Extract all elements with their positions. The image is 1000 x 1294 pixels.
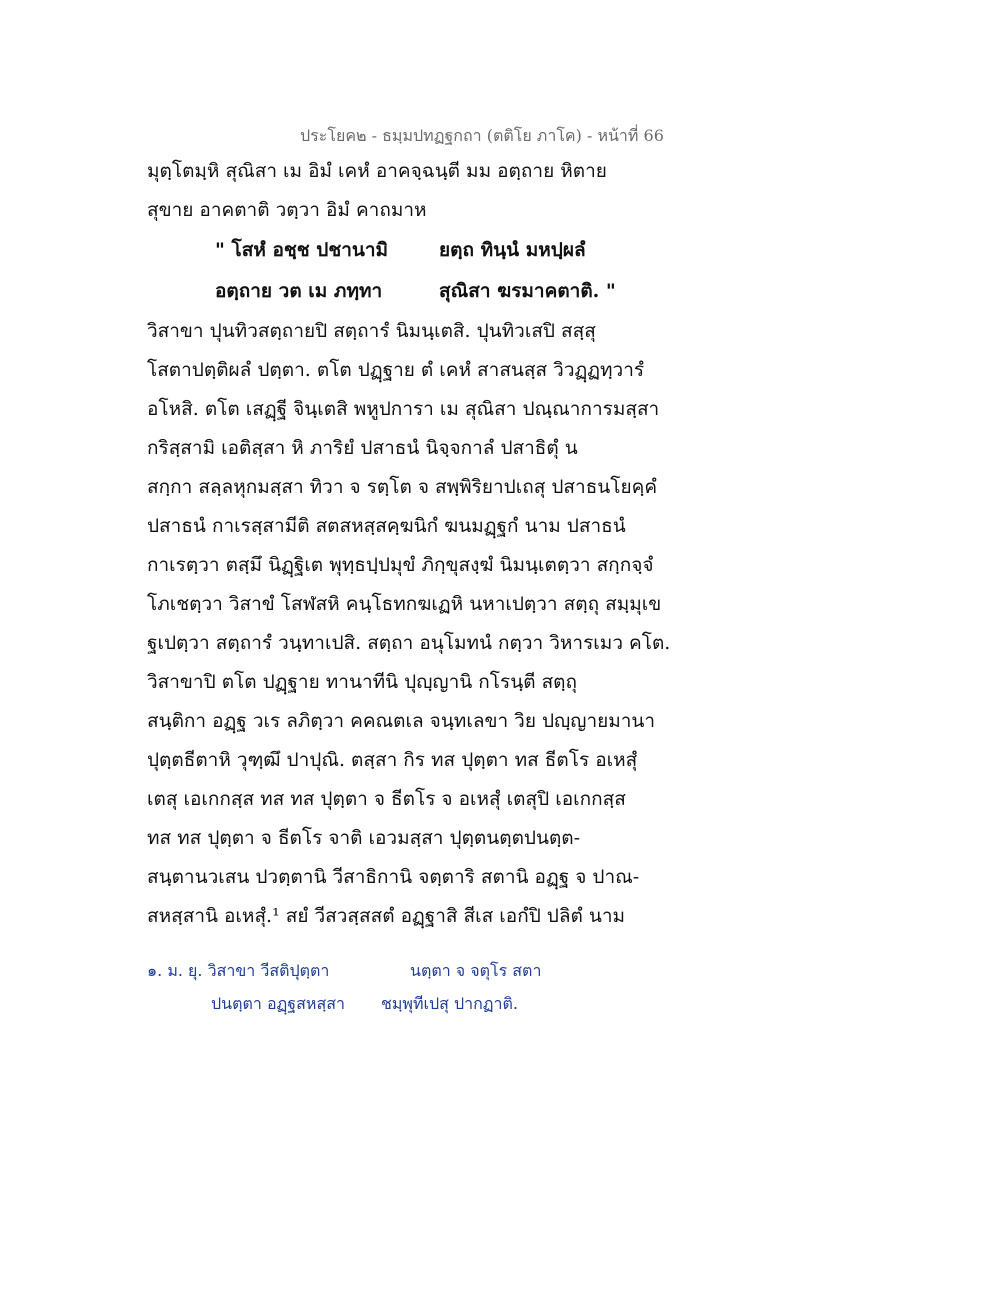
text-line: ทส ทส ปุตฺตา จ ธีตโร จาติ เอวมสฺสา ปุตฺตนตฺตปนตฺต- [147,827,581,849]
verse-line [147,230,687,271]
verse-block [147,230,687,312]
verse-hemistich: อตฺถาย วต เม ภทฺทา [215,280,383,302]
text-line: สนฺติกา อฏฺฐ วเร ลภิตฺวา คคณตเล จนฺทเลขา วิย ปญฺญายมานา [147,710,656,732]
text-line: โสตาปตฺติผลํ ปตฺตา. ตโต ปฏฺฐาย ตํ เคหํ สาสนสฺส วิวฏฺฏทฺวารํ [147,359,645,381]
running-header: ประโยค๒ - ธมฺมปทฏฐกถา (ตติโย ภาโค) - หน้าที่ 66 [300,126,664,145]
verse-line [147,271,687,312]
text-line: ปสาธนํ กาเรสฺสามีติ สตสหสฺสคฺฆนิกํ ฆนมฏฺฐกํ นาม ปสาธนํ [147,515,626,537]
text-line: ปุตฺตธีตาหิ วุฑฺฒึ ปาปุณิ. ตสฺสา กิร ทส ปุตฺตา ทส ธีตโร อเหสุํ [147,749,638,771]
text-line: สหสฺสานิ อเหสุํ.¹ สยํ วีสวสฺสสตํ อฏฺฐาสิ สีเส เอกํปิ ปลิตํ นาม [147,905,626,927]
text-line: กาเรตฺวา ตสฺมึ นิฏฺฐิเต พุทฺธปฺปมุขํ ภิกฺขุสงฺฆํ นิมนฺเตตฺวา สกฺกจฺจํ [147,554,654,576]
verse-hemistich: สุณิสา ฆรมาคตาติ. " [439,280,616,302]
paragraph-1 [147,312,687,663]
text-line: สนฺตานวเสน ปวตฺตานิ วีสาธิกานิ จตฺตาริ สตานิ อฏฺฐ จ ปาณ- [147,866,640,888]
text-line: สกฺกา สลฺลหุกมสฺสา ทิวา จ รตฺโต จ สพฺพิริยาปเถสุ ปสาธนโยคฺคํ [147,476,658,498]
footnote-verse-part: นตฺตา จ จตุโร สตา [410,961,542,980]
verse-hemistich: ยตฺถ ทินฺนํ มหปฺผลํ [439,239,586,261]
footnote-verse-part: ชมฺพุทีเปสุ ปากฏาติ. [381,994,519,1013]
intro-line: สุขาย อาคตาติ วตฺวา อิมํ คาถมาห [147,199,427,221]
main-text [147,152,687,936]
footnote-verse-part: ปนตฺตา อฏฺฐสหสฺสา [211,994,345,1013]
text-line: วิสาขา ปุนทิวสตฺถายปิ สตฺถารํ นิมนฺเตสิ. ปุนทิวเสปิ สสฺสุ [147,320,596,342]
text-line: โภเชตฺวา วิสาขํ โสฬสหิ คนฺโธทกฆเฏหิ นหาเปตฺวา สตฺถุ สมฺมุเข [147,593,662,615]
footnote-line [147,987,687,1020]
intro-line: มุตฺโตมฺหิ สุณิสา เม อิมํ เคหํ อาคจฺฉนฺตี มม อตฺถาย หิตาย [147,160,607,182]
text-line: ฐเปตฺวา สตฺถารํ วนฺทาเปสิ. สตฺถา อนุโมทนํ กตฺวา วิหารเมว คโต. [147,632,671,654]
text-line: อโหสิ. ตโต เสฏฺฐี จินฺเตสิ พหูปการา เม สุณิสา ปณฺณาการมสฺสา [147,398,660,420]
footnote-line [147,954,687,987]
text-line: กริสฺสามิ เอติสฺสา หิ ภาริยํ ปสาธนํ นิจฺจกาลํ ปสาธิตุํ น [147,437,578,459]
text-line: วิสาขาปิ ตโต ปฏฺฐาย ทานาทีนิ ปุญฺญานิ กโรนฺตี สตฺถุ [147,671,578,693]
footnote-verse-part: ๑. ม. ยุ. วิสาขา วีสติปุตฺตา [147,961,330,980]
footnote [147,954,687,1020]
paragraph-2 [147,663,687,936]
verse-hemistich: " โสหํ อชฺช ปชานามิ [215,239,389,261]
text-line: เตสุ เอเกกสฺส ทส ทส ปุตฺตา จ ธีตโร จ อเหสุํ เตสุปิ เอเกกสฺส [147,788,626,810]
